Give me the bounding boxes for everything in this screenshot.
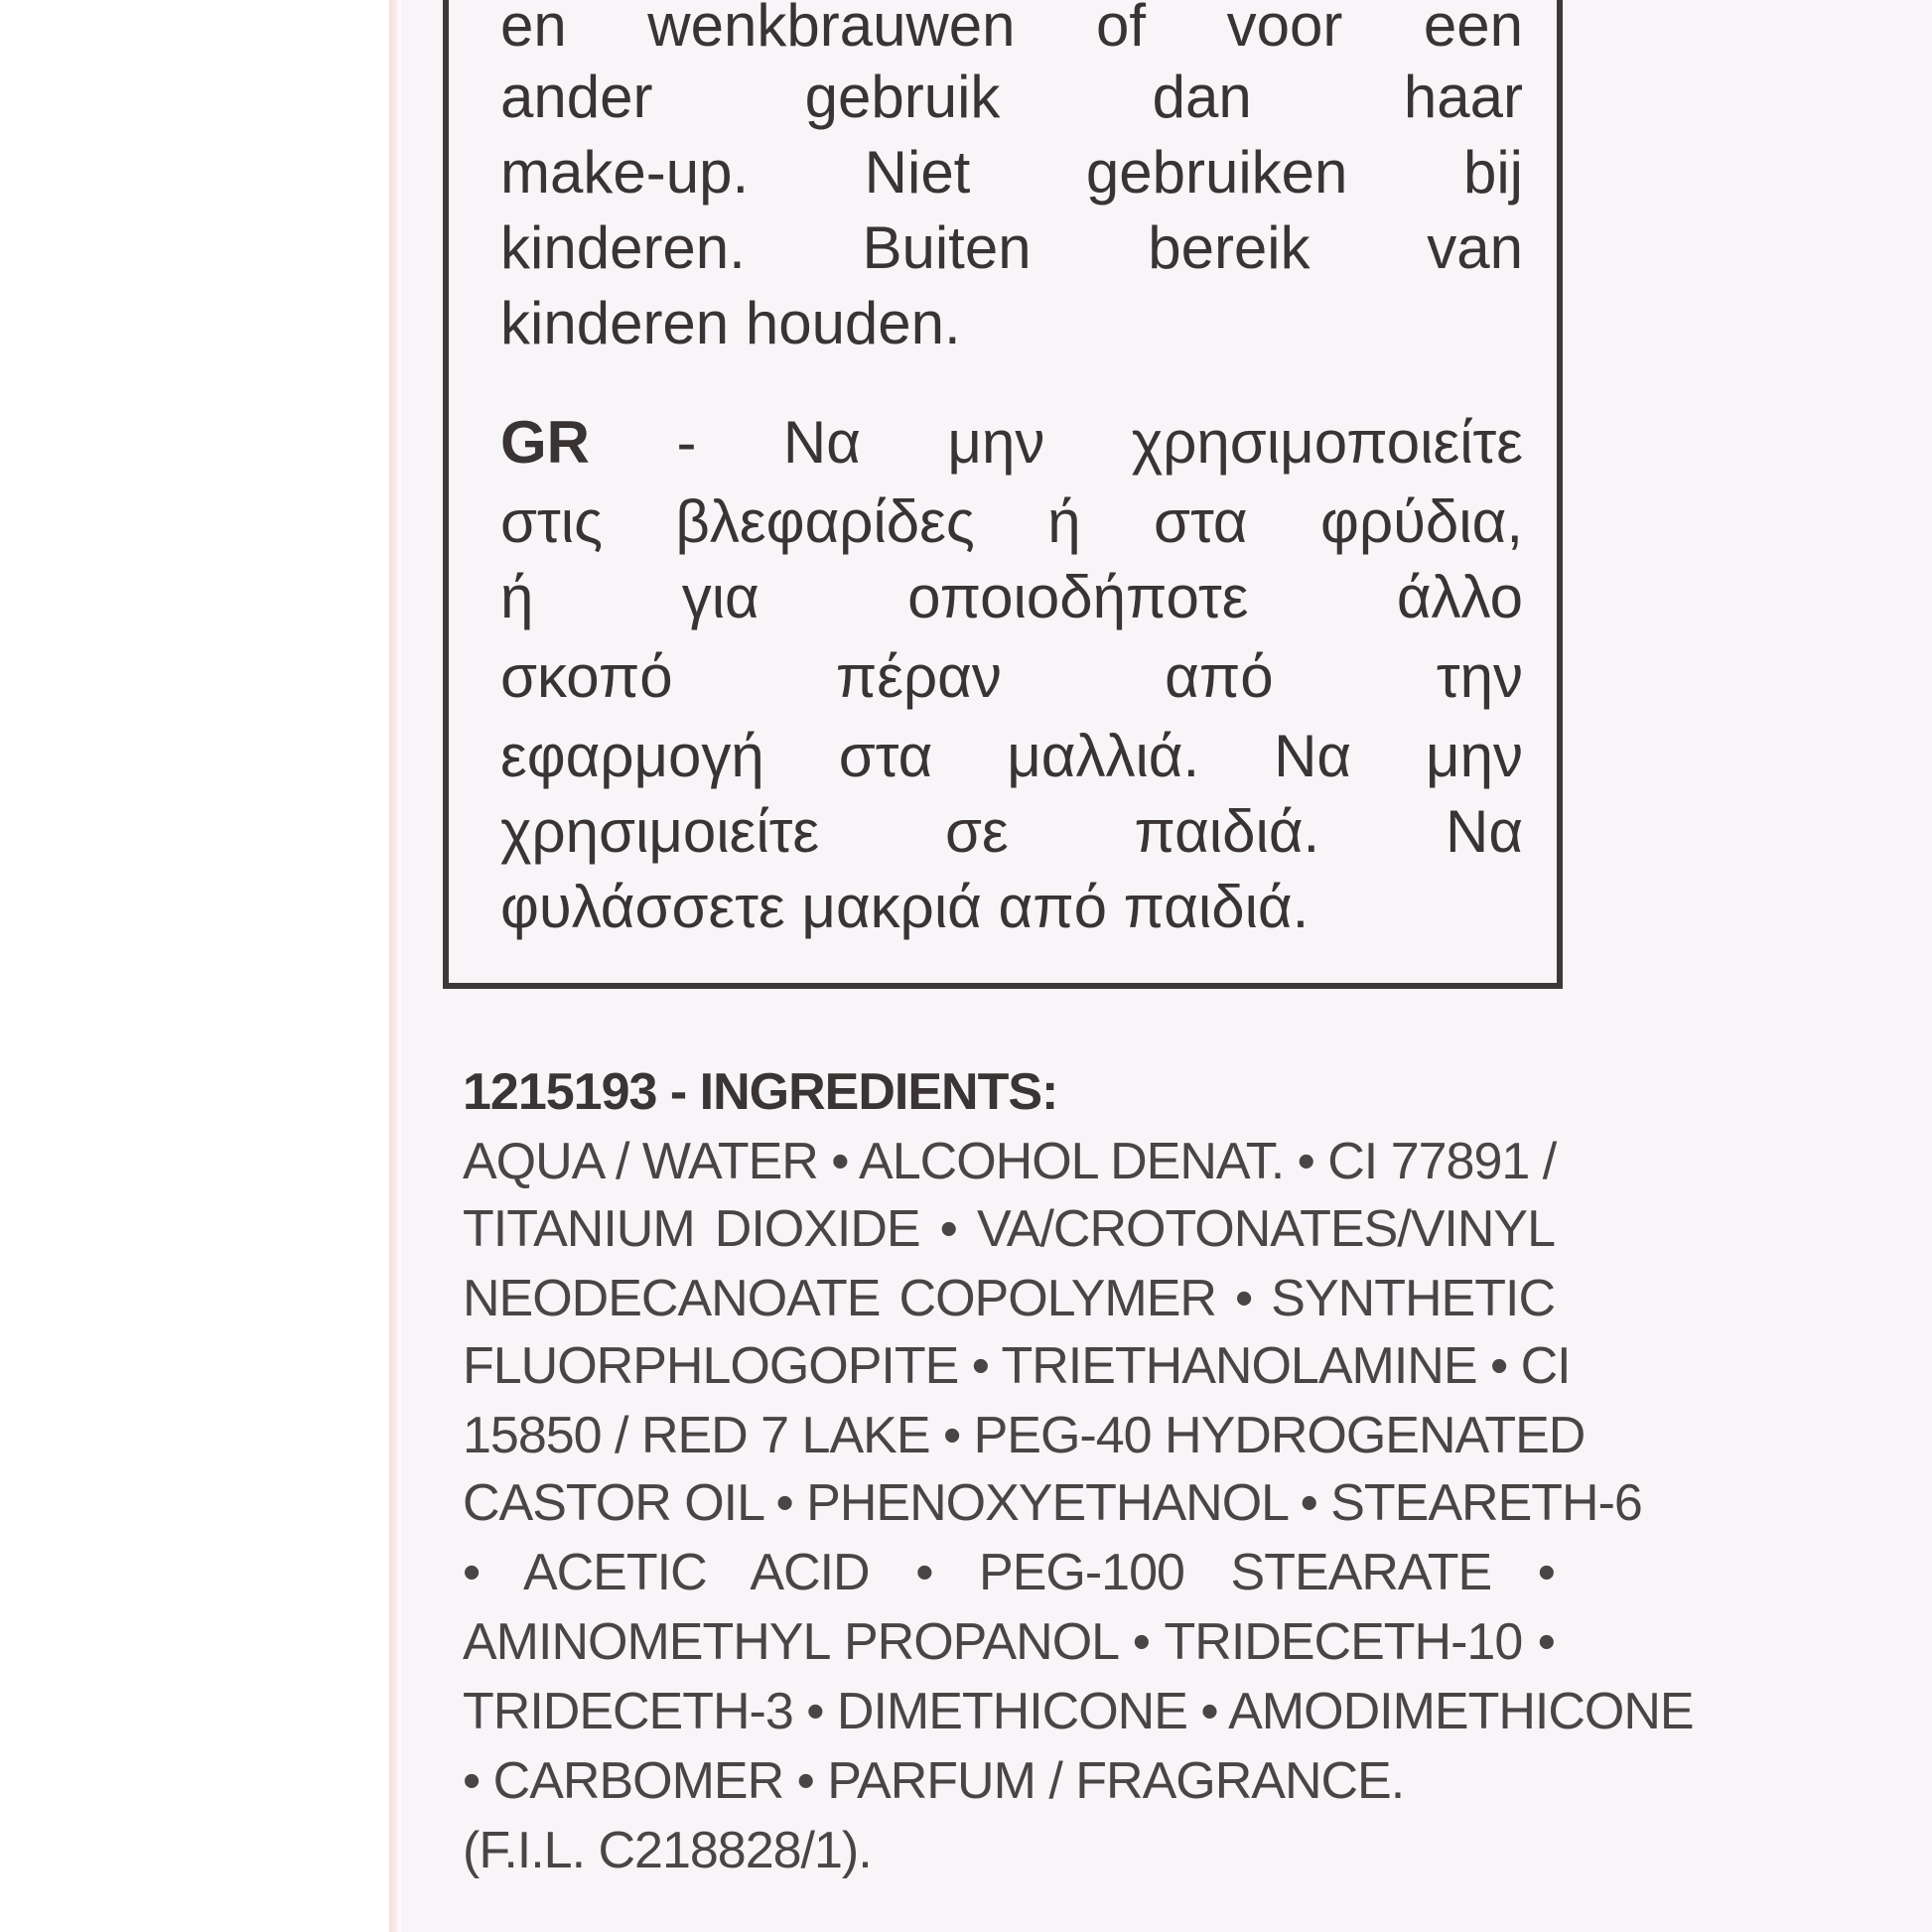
warning-gr-line: εφαρμογή στα μαλλιά. Να μην <box>500 723 1523 789</box>
ingredients-line: TRIDECETH-3 • DIMETHICONE • AMODIMETHICONE <box>463 1683 1694 1740</box>
warning-gr-line: χρησιμοιείτε σε παιδιά. Να <box>500 798 1523 865</box>
ingredients-line: AQUA / WATER • ALCOHOL DENAT. • CI 77891 / <box>463 1133 1557 1190</box>
warning-nl-line: ander gebruik dan haar <box>500 64 1523 130</box>
package-pink-edge <box>389 0 401 1932</box>
ingredients-line: CASTOR OIL • PHENOXYETHANOL • STEARETH-6 <box>463 1474 1642 1532</box>
ingredients-line: (F.I.L. C218828/1). <box>463 1822 872 1879</box>
ingredients-line: • ACETIC ACID • PEG-100 STEARATE • <box>463 1544 1555 1601</box>
warning-gr-line: στις βλεφαρίδες ή στα φρύδια, <box>500 488 1523 555</box>
ingredients-line: AMINOMETHYL PROPANOL • TRIDECETH-10 • <box>463 1613 1555 1671</box>
warning-nl-line: kinderen. Buiten bereik van <box>500 214 1523 281</box>
ingredients-line: FLUORPHLOGOPITE • TRIETHANOLAMINE • CI <box>463 1337 1571 1395</box>
warning-gr-code: GR <box>500 409 590 476</box>
warning-nl-line: make-up. Niet gebruiken bij <box>500 139 1523 206</box>
ingredients-line: 15850 / RED 7 LAKE • PEG-40 HYDROGENATED <box>463 1407 1586 1464</box>
warning-gr-line: σκοπό πέραν από την <box>500 643 1523 710</box>
warning-gr-first-line <box>500 403 1523 483</box>
ingredients-line: TITANIUM DIOXIDE • VA/CROTONATES/VINYL <box>463 1200 1555 1258</box>
ingredients-line: NEODECANOATE COPOLYMER • SYNTHETIC <box>463 1270 1555 1327</box>
warning-gr-text: - Να μην χρησιμοποιείτε <box>590 409 1523 476</box>
warning-gr-line: ή για οποιοδήποτε άλλο <box>500 564 1523 630</box>
ingredients-line: • CARBOMER • PARFUM / FRAGRANCE. <box>463 1752 1405 1810</box>
warning-nl-line: kinderen houden. <box>500 290 961 356</box>
ingredients-heading: 1215193 - INGREDIENTS: <box>463 1063 1058 1121</box>
warning-nl-line: en wenkbrauwen of voor een <box>500 0 1523 59</box>
warning-gr-line: φυλάσσετε μακριά από παιδιά. <box>500 874 1310 940</box>
